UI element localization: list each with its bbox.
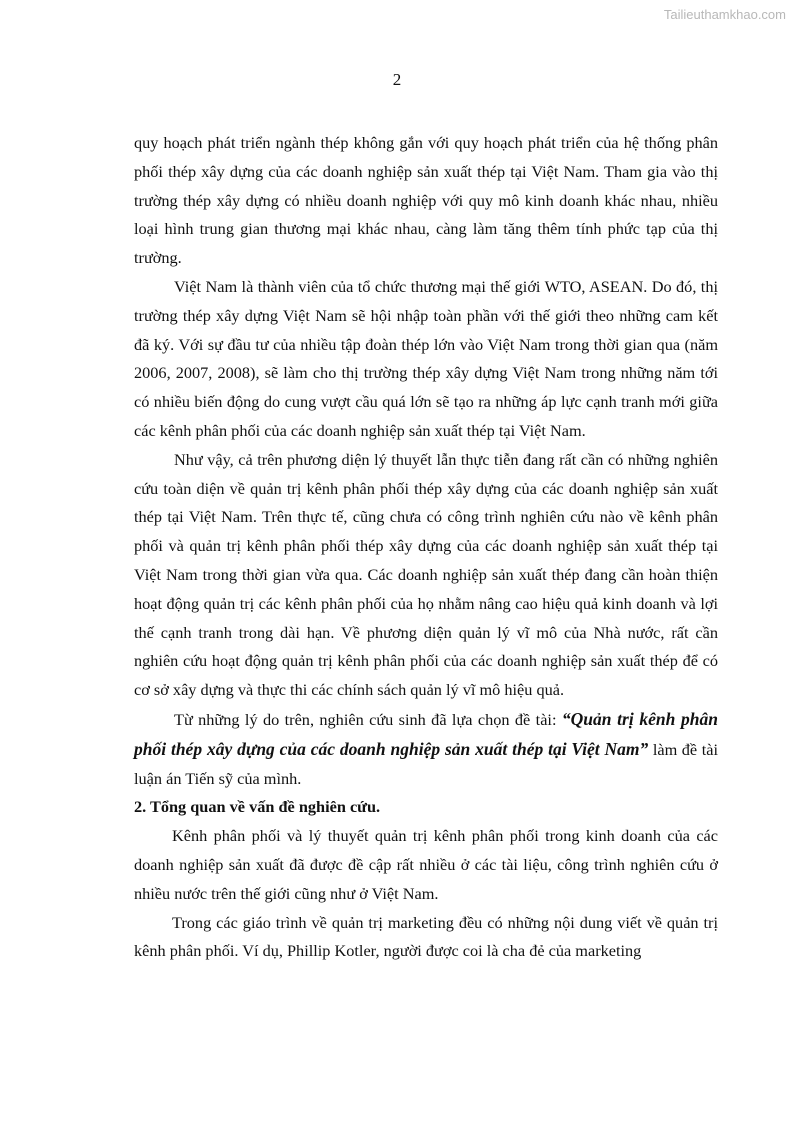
watermark-text: Tailieuthamkhao.com — [663, 7, 786, 22]
paragraph-4-intro: Từ những lý do trên, nghiên cứu sinh đã lựa chọn đề tài: — [174, 709, 562, 729]
paragraph-4-outro: làm đề tài luận án Tiến sỹ của mình. — [134, 739, 718, 788]
section-heading: 2. Tổng quan về vấn đề nghiên cứu. — [134, 797, 381, 817]
page-number: 2 — [392, 70, 402, 89]
paragraph-5: Kênh phân phối và lý thuyết quản trị kênh phân phối trong kinh doanh của các doanh nghiệp sản xuất đã được đề cập rất nhiều ở các tài liệu, công trình nghiên cứu ở nhiều nước trên thế giới cũng như ở Việt Nam. — [134, 826, 718, 903]
paragraph-2: Việt Nam là thành viên của tổ chức thương mại thế giới WTO, ASEAN. Do đó, thị trường thép xây dựng Việt Nam sẽ hội nhập toàn phần với thế giới theo những cam kết đã ký. Với sự đầu tư của nhiều tập đoàn thép lớn vào Việt Nam trong thời gian qua (năm 2006, 2007, 2008), sẽ làm cho thị trường thép xây dựng Việt Nam trong những năm tới có nhiều biến động do cung vượt cầu quá lớn sẽ tạo ra những áp lực cạnh tranh mới giữa các kênh phân phối của các doanh nghiệp sản xuất thép tại Việt Nam. — [134, 276, 718, 440]
document-body — [134, 129, 718, 966]
paragraph-3: Như vậy, cả trên phương diện lý thuyết lẫn thực tiễn đang rất cần có những nghiên cứu toàn diện về quản trị kênh phân phối thép xây dựng của các doanh nghiệp sản xuất thép tại Việt Nam. Trên thực tế, cũng chưa có công trình nghiên cứu nào về kênh phân phối và quản trị kênh phân phối thép xây dựng của các doanh nghiệp sản xuất thép tại Việt Nam trong thời gian vừa qua. Các doanh nghiệp sản xuất thép đang cần hoàn thiện hoạt động quản trị các kênh phân phối của họ nhằm nâng cao hiệu quả kinh doanh và lợi thế cạnh tranh trong dài hạn. Về phương diện quản lý vĩ mô của Nhà nước, rất cần nghiên cứu hoạt động quản trị kênh phân phối của các doanh nghiệp sản xuất thép để có cơ sở xây dựng và thực thi các chính sách quản lý vĩ mô hiệu quả. — [134, 449, 718, 700]
paragraph-4 — [134, 705, 718, 793]
thesis-title: “Quản trị kênh phân phối thép xây dựng của các doanh nghiệp sản xuất thép tại Việt Nam” — [134, 708, 719, 759]
paragraph-6: Trong các giáo trình về quản trị marketing đều có những nội dung viết về quản trị kênh phân phối. Ví dụ, Phillip Kotler, người được coi là cha đẻ của marketing — [134, 912, 718, 961]
paragraph-1: quy hoạch phát triển ngành thép không gắn với quy hoạch phát triển của hệ thống phân phối thép xây dựng của các doanh nghiệp sản xuất thép tại Việt Nam. Tham gia vào thị trường thép xây dựng có nhiều doanh nghiệp với quy mô kinh doanh khác nhau, nhiều loại hình trung gian thương mại khác nhau, càng làm tăng thêm tính phức tạp của thị trường. — [134, 133, 718, 268]
